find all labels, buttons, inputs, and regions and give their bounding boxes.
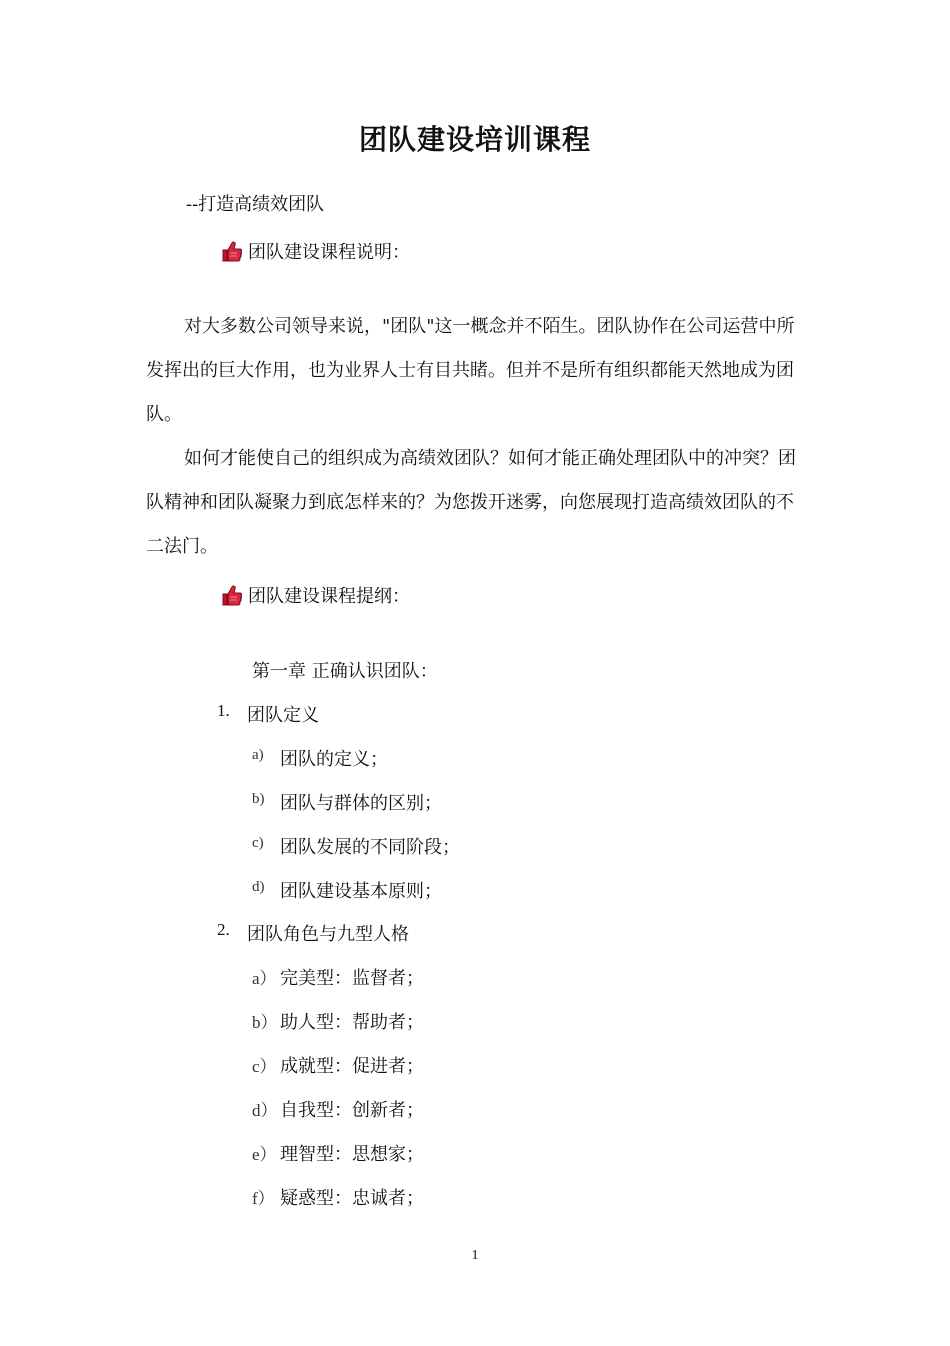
outline-subitem [252,1096,424,1122]
subitem-text: 团队建设基本原则； [280,881,442,902]
subitem-mark: e） [252,1145,277,1164]
subitem-mark: f） [252,1189,275,1208]
subitem-mark: b） [252,1013,278,1032]
subitem-text: 团队的定义； [280,749,388,770]
section-heading-outline [218,582,410,608]
thumbs-up-icon [218,582,244,608]
item-number: 2. [217,920,230,939]
subitem-text: 自我型：创新者； [280,1100,424,1121]
outline-item [217,920,409,946]
subitem-text: 团队与群体的区别； [280,793,442,814]
subitem-mark: c） [252,1057,277,1076]
section-heading-description [218,238,410,264]
paragraph-intro: 对大多数公司领导来说，"团队"这一概念并不陌生。团队协作在公司运营中所发挥出的巨大作用，也为业界人士有目共睹。但并不是所有组织都能天然地成为团队。 [146,316,795,425]
outline-subitem [252,833,460,859]
subitem-mark: d） [252,1101,278,1120]
section-heading-text: 团队建设课程说明： [248,242,410,263]
outline-subitem [252,1008,424,1034]
item-label: 团队定义 [247,705,319,726]
outline-subitem [252,877,442,903]
subitem-text: 理智型：思想家； [280,1144,424,1165]
outline-subitem [252,789,442,815]
item-label: 团队角色与九型人格 [247,924,409,945]
subitem-mark: a） [252,969,277,988]
page-number: 1 [471,1248,479,1263]
subitem-text: 疑惑型：忠诚者； [280,1188,424,1209]
subitem-mark: c) [252,835,264,851]
outline-subitem [252,1140,424,1166]
subitem-mark: d) [252,879,265,895]
outline-subitem [252,1052,424,1078]
thumbs-up-icon [218,238,244,264]
outline-subitem [252,964,424,990]
document-subtitle: --打造高绩效团队 [186,194,325,215]
subitem-text: 成就型：促进者； [280,1056,424,1077]
outline-item [217,701,319,727]
section-heading-text: 团队建设课程提纲： [248,586,410,607]
outline-subitem [252,745,388,771]
subitem-mark: a) [252,747,264,763]
paragraph-questions: 如何才能使自己的组织成为高绩效团队？如何才能正确处理团队中的冲突？团队精神和团队凝聚力到底怎样来的？为您拨开迷雾，向您展现打造高绩效团队的不二法门。 [146,448,796,557]
document-title: 团队建设培训课程 [358,123,591,156]
subitem-text: 完美型：监督者； [280,968,424,989]
chapter-title: 第一章 正确认识团队： [252,661,438,682]
outline-subitem [252,1184,424,1210]
subitem-text: 助人型：帮助者； [280,1012,424,1033]
subitem-text: 团队发展的不同阶段； [280,837,460,858]
item-number: 1. [217,701,230,720]
subitem-mark: b) [252,791,265,807]
